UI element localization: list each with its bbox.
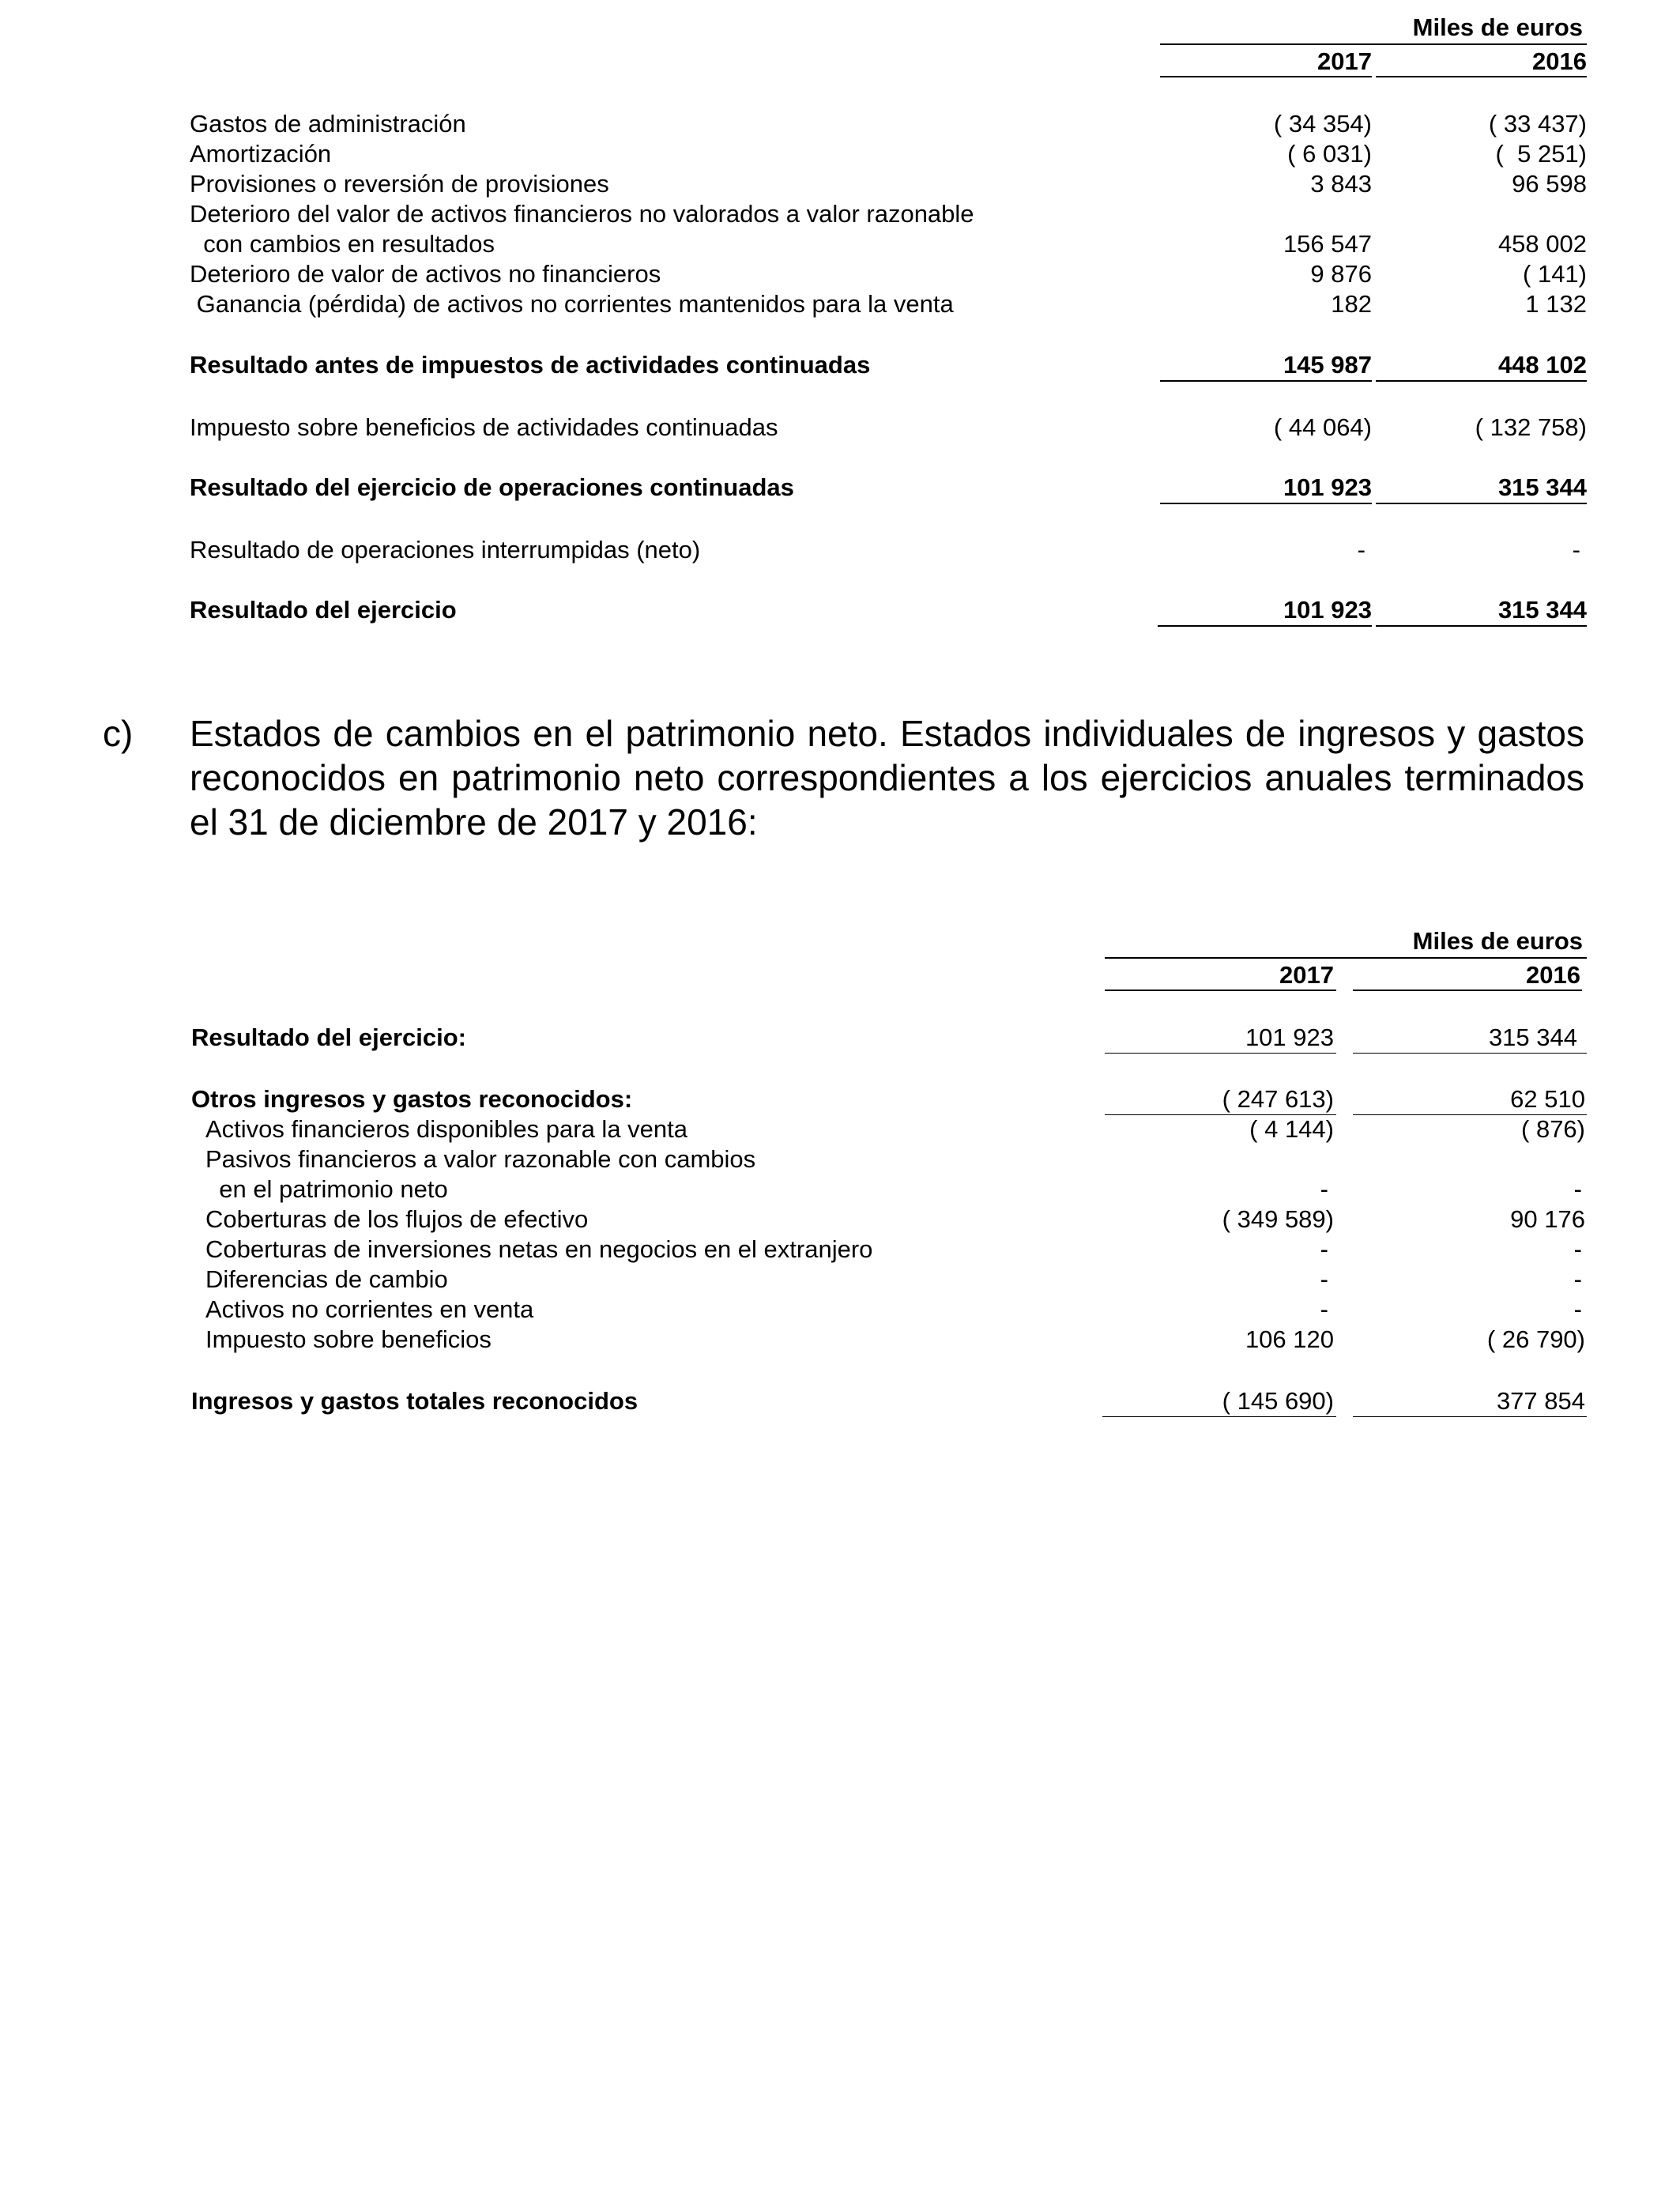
row-value-2016: -	[1573, 1235, 1582, 1263]
subtotal-rule	[1353, 1053, 1587, 1054]
result-year-label: Resultado del ejercicio	[190, 596, 457, 624]
total-label: Ingresos y gastos totales reconocidos	[191, 1387, 638, 1415]
section-c-heading	[0, 711, 1680, 854]
row-label: Coberturas de inversiones netas en negocios en el extranjero	[205, 1235, 873, 1263]
row-value-2017: -	[1320, 1265, 1328, 1293]
row-value-2017: 3 843	[1310, 170, 1372, 198]
row-value-2016: ( 33 437)	[1488, 110, 1587, 138]
unit-label: Miles de euros	[1412, 13, 1583, 41]
income-tax-label: Impuesto sobre beneficios de actividades continuadas	[190, 413, 778, 441]
other-income-2017: ( 247 613)	[1222, 1085, 1334, 1113]
total-2017: ( 145 690)	[1222, 1387, 1334, 1415]
result-discontinued-2016: -	[1572, 536, 1580, 564]
row-label: con cambios en resultados	[190, 230, 495, 258]
header-rule-2017	[1160, 76, 1372, 77]
year-2016-header: 2016	[1532, 47, 1587, 75]
row-label: Deterioro del valor de activos financieros no valorados a valor razonable	[190, 200, 974, 228]
total-rule	[1353, 1416, 1587, 1417]
header-rule	[1160, 43, 1587, 45]
row-value-2016: ( 876)	[1521, 1115, 1585, 1143]
result-year-2017: 101 923	[1245, 1023, 1334, 1051]
row-label: Activos no corrientes en venta	[205, 1295, 534, 1323]
row-value-2016: 90 176	[1510, 1205, 1585, 1233]
section-marker: c)	[103, 713, 134, 754]
result-before-tax-2016: 448 102	[1497, 351, 1587, 379]
row-label: Pasivos financieros a valor razonable con cambios	[205, 1145, 756, 1173]
subtotal-rule	[1105, 1053, 1336, 1054]
header-rule-2016	[1353, 990, 1582, 991]
unit-label: Miles de euros	[1412, 927, 1583, 955]
row-value-2016: ( 5 251)	[1495, 140, 1587, 168]
year-2017-header: 2017	[1279, 961, 1334, 989]
income-tax-2017: ( 44 064)	[1273, 413, 1372, 441]
result-discontinued-label: Resultado de operaciones interrumpidas (neto)	[190, 536, 701, 564]
total-2016: 377 854	[1496, 1387, 1585, 1415]
other-income-2016: 62 510	[1510, 1085, 1585, 1113]
total-rule	[1376, 625, 1587, 627]
row-value-2016: 1 132	[1525, 290, 1587, 318]
row-value-2017: ( 6 031)	[1287, 140, 1372, 168]
row-value-2017: 156 547	[1283, 230, 1372, 258]
row-value-2017: -	[1320, 1235, 1328, 1263]
section-c-text: Estados de cambios en el patrimonio neto. Estados individuales de ingresos y gastos reconocidos en patrimonio neto correspondientes a los ejercicios anuales terminados el 31 de diciembre de 2017 y 2016:	[190, 713, 1584, 843]
row-label: Deterioro de valor de activos no financieros	[190, 260, 661, 288]
result-year-2016: 315 344	[1497, 596, 1587, 624]
row-value-2017: ( 349 589)	[1222, 1205, 1334, 1233]
total-rule	[1158, 625, 1372, 627]
row-label: Diferencias de cambio	[205, 1265, 448, 1293]
header-rule-2016	[1376, 76, 1587, 77]
row-value-2017: 106 120	[1245, 1325, 1334, 1353]
total-rule	[1160, 380, 1372, 382]
row-value-2017: 182	[1331, 290, 1372, 318]
row-label: Coberturas de los flujos de efectivo	[205, 1205, 589, 1233]
row-value-2017: ( 4 144)	[1249, 1115, 1334, 1143]
row-value-2016: ( 26 790)	[1486, 1325, 1585, 1353]
row-value-2016: 458 002	[1497, 230, 1587, 258]
row-value-2017: ( 34 354)	[1273, 110, 1372, 138]
row-value-2016: -	[1573, 1175, 1582, 1203]
row-label: Gastos de administración	[190, 110, 466, 138]
other-income-label: Otros ingresos y gastos reconocidos:	[191, 1085, 633, 1113]
result-year-label: Resultado del ejercicio:	[191, 1023, 466, 1051]
row-label: Amortización	[190, 140, 332, 168]
result-year-2017: 101 923	[1283, 596, 1372, 624]
result-continuing-label: Resultado del ejercicio de operaciones continuadas	[190, 473, 794, 501]
year-2016-header: 2016	[1526, 961, 1580, 989]
row-value-2017: -	[1320, 1175, 1328, 1203]
year-2017-header: 2017	[1317, 47, 1372, 75]
total-rule	[1160, 503, 1372, 504]
result-discontinued-2017: -	[1357, 536, 1365, 564]
total-rule	[1102, 1416, 1336, 1417]
result-before-tax-label: Resultado antes de impuestos de actividades continuadas	[190, 351, 871, 379]
row-label: Ganancia (pérdida) de activos no corrientes mantenidos para la venta	[190, 290, 954, 318]
total-rule	[1376, 380, 1587, 382]
header-rule-2017	[1105, 990, 1336, 991]
row-value-2017: 9 876	[1310, 260, 1372, 288]
row-value-2016: ( 141)	[1523, 260, 1587, 288]
income-tax-2016: ( 132 758)	[1475, 413, 1587, 441]
row-value-2016: -	[1573, 1295, 1582, 1323]
row-label: Activos financieros disponibles para la venta	[205, 1115, 688, 1143]
result-before-tax-2017: 145 987	[1283, 351, 1372, 379]
row-label: Impuesto sobre beneficios	[205, 1325, 492, 1353]
row-label: en el patrimonio neto	[205, 1175, 448, 1203]
row-value-2016: -	[1573, 1265, 1582, 1293]
result-continuing-2017: 101 923	[1283, 473, 1372, 501]
result-continuing-2016: 315 344	[1497, 473, 1587, 501]
result-year-2016: 315 344	[1488, 1023, 1577, 1051]
row-value-2016: 96 598	[1512, 170, 1587, 198]
total-rule	[1376, 503, 1587, 504]
row-value-2017: -	[1320, 1295, 1328, 1323]
row-label: Provisiones o reversión de provisiones	[190, 170, 609, 198]
header-rule	[1105, 957, 1587, 959]
